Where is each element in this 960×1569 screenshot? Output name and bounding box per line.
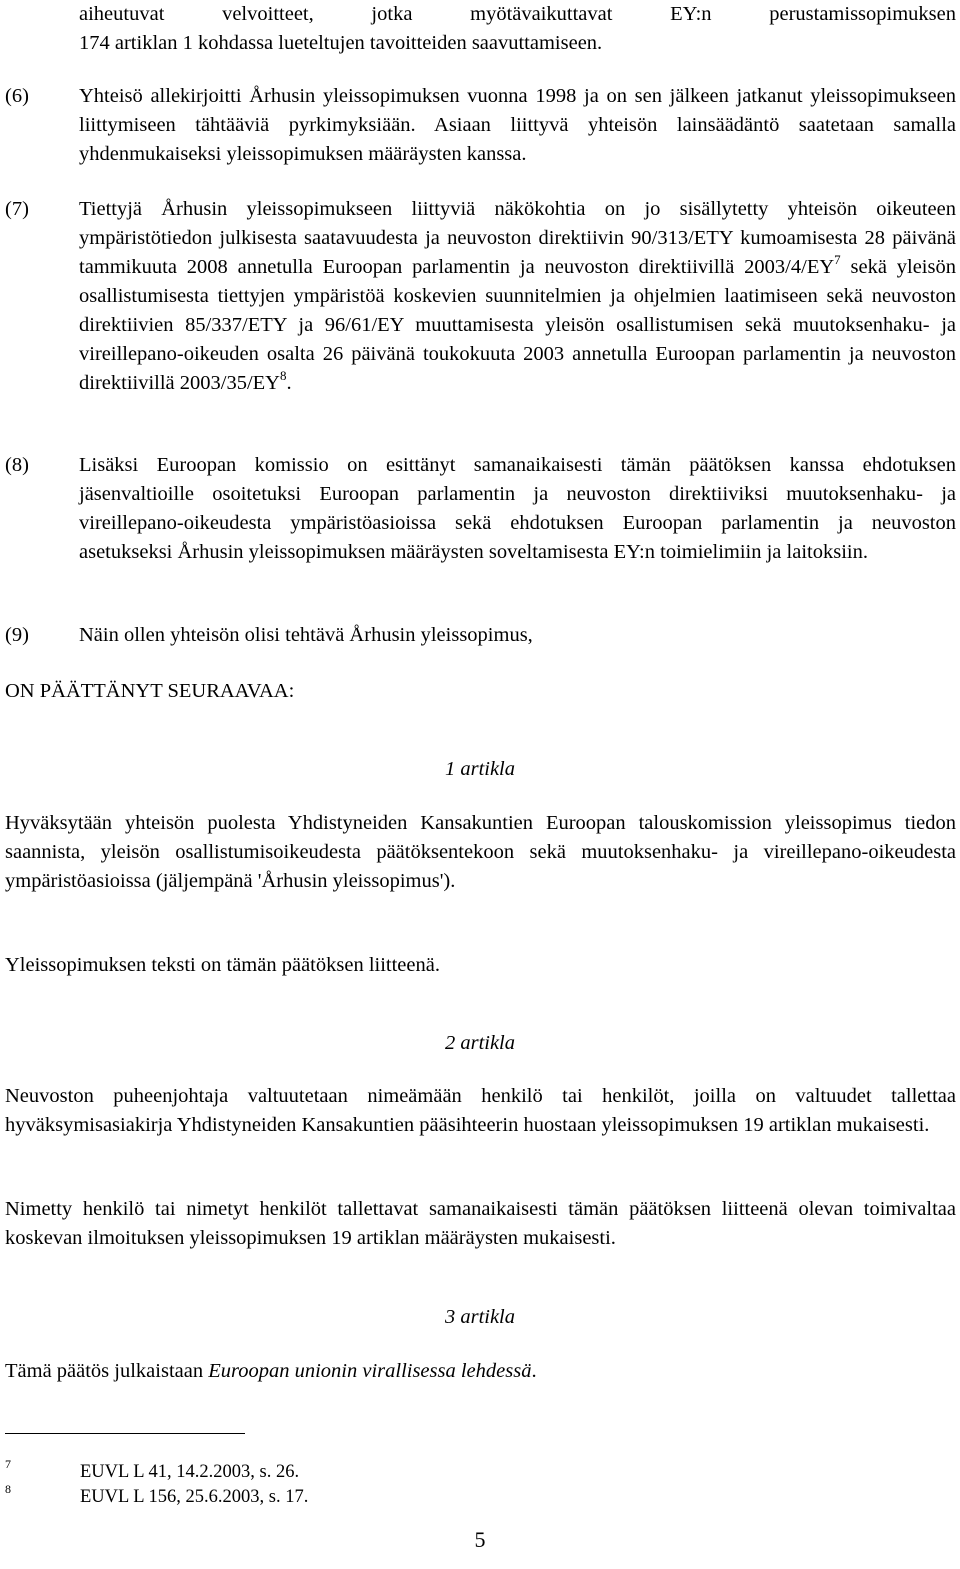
article-2-paragraph-2: Nimetty henkilö tai nimetyt henkilöt tallettavat samanaikaisesti tämän päätöksen liitteenä olevan toimivaltaa koskevan ilmoituksen yleissopimuksen 19 artiklan määräysten mukaisesti. [5, 1198, 956, 1249]
footnote-text: EUVL L 41, 14.2.2003, s. 26. [80, 1462, 300, 1482]
recital-number: (9) [5, 624, 29, 646]
footnote-7 [5, 1457, 300, 1484]
recital-continuation [5, 0, 956, 58]
article-2-paragraph-1: Neuvoston puheenjohtaja valtuutetaan nimeämään henkilö tai henkilöt, joilla on valtuudet tallettaa hyväksymisasiakirja Yhdistyneiden Kansakuntien pääsihteerin huostaan yleissopimuksen 19 artiklan mukaisesti. [5, 1085, 956, 1136]
enacting-terms: ON PÄÄTTÄNYT SEURAAVAA: [5, 680, 295, 702]
footnote-ref: 7 [834, 252, 841, 268]
recital-text [79, 195, 956, 398]
footnote-text: EUVL L 156, 25.6.2003, s. 17. [80, 1487, 309, 1507]
article-3-title: 3 artikla [444, 1306, 516, 1328]
recital-number: (6) [5, 85, 29, 107]
article-3-text-end: . [531, 1360, 537, 1382]
page-number: 5 [474, 1527, 486, 1552]
article-3-paragraph [5, 1357, 956, 1386]
recital-text: Yhteisö allekirjoitti Århusin yleissopimuksen vuonna 1998 ja on sen jälkeen jatkanut yleissopimukseen liittymiseen tähtääviä pyrkimyksiään. Asiaan liittyvä yhteisön lainsäädäntö saatetaan samalla yhdenmukaiseksi yleissopimuksen määräysten kanssa. [79, 85, 956, 165]
continuation-line-1: aiheutuvat velvoitteet, jotka myötävaikuttavat EY:n perustamissopimuksen [79, 3, 956, 25]
recital-text-part: sekä yleisön osallistumisesta tiettyjen ympäristöä koskevien suunnitelmien ja ohjelmien laatimiseen sekä neuvoston direktiivien 85/337/ETY ja 96/61/EY muuttamisesta yleisön osallistumisen sekä muutoksenhaku- ja vireillepano-oikeuden osalta 26 päivänä toukokuuta 2003 annetulla Euroopan parlamentin ja neuvoston direktiivillä 2003/35/EY [79, 256, 956, 394]
article-3-text: Tämä päätös julkaistaan [5, 1360, 209, 1382]
recital-8 [5, 451, 956, 567]
recital-text-part: . [286, 372, 292, 394]
continuation-line-2: 174 artiklan 1 kohdassa lueteltujen tavoitteiden saavuttamiseen. [79, 32, 603, 54]
recital-text: Lisäksi Euroopan komissio on esittänyt samanaikaisesti tämän päätöksen kanssa ehdotuksen jäsenvaltioille osoitetuksi Euroopan parlamentin ja neuvoston direktiiviksi muutoksenhaku- ja vireillepano-oikeudesta ympäristöasioissa sekä ehdotuksen Euroopan parlamentin ja neuvoston asetukseksi Århusin yleissopimuksen määräysten soveltamisesta EY:n toimielimiin ja laitoksiin. [79, 454, 956, 563]
recital-text: Näin ollen yhteisön olisi tehtävä Århusin yleissopimus, [79, 624, 533, 646]
footnote-number: 7 [5, 1457, 11, 1471]
recital-number: (7) [5, 198, 29, 220]
recital-text-part: Tiettyjä Århusin yleissopimukseen liittyviä näkökohtia on jo sisällytetty yhteisön oikeuteen ympäristötiedon julkisesta saatavuudesta ja neuvoston direktiivin 90/313/ETY kumoamisesta 28 päivänä tammikuuta 2008 annetulla Euroopan parlamentin ja neuvoston direktiivillä 2003/4/EY [79, 198, 956, 278]
footnote-ref: 8 [280, 368, 287, 384]
article-1-paragraph-1: Hyväksytään yhteisön puolesta Yhdistyneiden Kansakuntien Euroopan talouskomission yleissopimus tiedon saannista, yleisön osallistumisoikeudesta päätöksentekoon sekä muutoksenhaku- ja vireillepano-oikeudesta ympäristöasioissa (jäljempänä 'Århusin yleissopimus'). [5, 812, 956, 892]
article-1-paragraph-2: Yleissopimuksen teksti on tämän päätöksen liitteenä. [5, 954, 440, 976]
recital-9 [5, 621, 956, 650]
footnote-8 [5, 1482, 309, 1509]
footnote-divider [5, 1433, 245, 1434]
recital-6 [5, 82, 956, 169]
article-2-title: 2 artikla [444, 1032, 516, 1054]
recital-7 [5, 195, 956, 398]
article-1-title: 1 artikla [444, 758, 516, 780]
footnote-number: 8 [5, 1482, 11, 1496]
journal-name: Euroopan unionin virallisessa lehdessä [208, 1360, 532, 1382]
recital-number: (8) [5, 454, 29, 476]
